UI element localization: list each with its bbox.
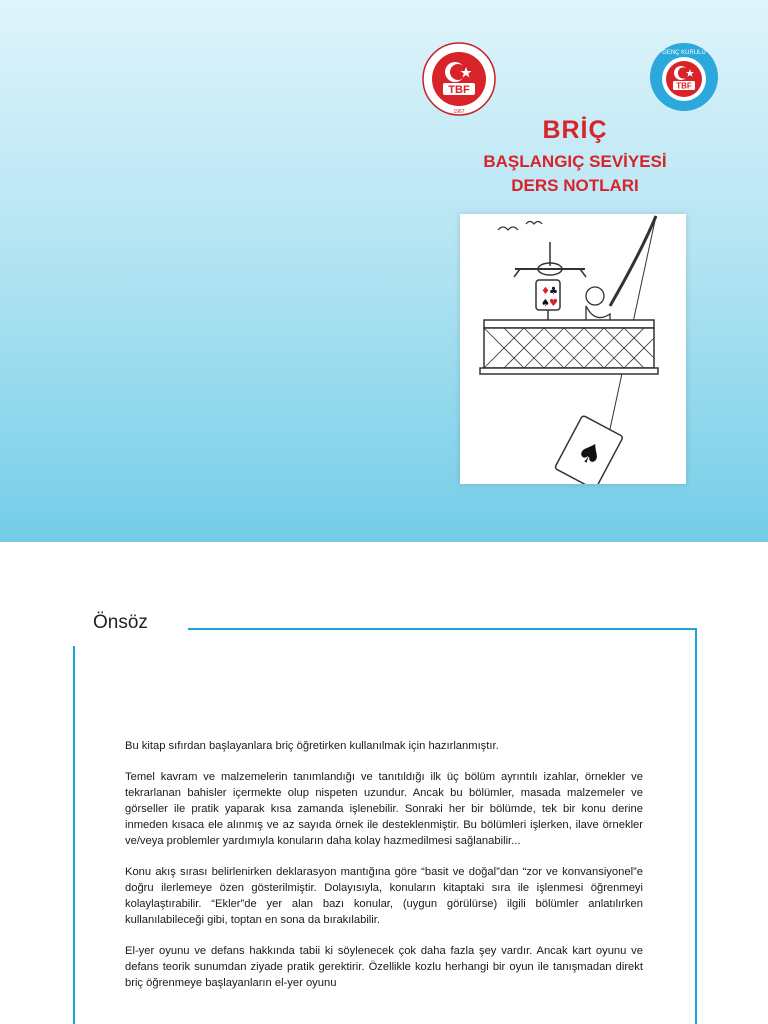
cover-title: BRİÇ — [542, 116, 608, 144]
preface-heading: Önsöz — [93, 612, 148, 633]
svg-text:♠: ♠ — [541, 298, 550, 309]
preface-paragraph-2: Temel kavram ve malzemelerin tanımlandığı ve tanıtıldığı ilk üç bölüm ayrıntılı izahlar, örnekler ve tekrarlanan bahisler içermekte olup nispeten uzundur. Ancak bu bölümler, masada malzemeler ve görseller ile pratik yaparak kısa zamanda işlenebilir. Sonraki her bir bölümde, tek bir konu derine inmeden kısaca ele alınmış ve az sayıda örnek ile desteklenmiştir. Bu bölümleri işlerken, ilave örnekler ve/veya problemler yardımıyla konuların daha kolay hazmedilmesi sağlanabilir... — [125, 771, 643, 847]
cover-subtitle-line1: BAŞLANGIÇ SEVİYESİ — [483, 152, 667, 171]
preface-body — [125, 738, 643, 1006]
fishing-card-cartoon — [460, 214, 686, 484]
svg-text:♥: ♥ — [549, 298, 558, 309]
preface-paragraph-4: El-yer oyunu ve defans hakkında tabii ki söylenecek çok daha fazla şey vardır. Ancak kart oyunu ve defans teorik sunumdan ziyade pratik gerektirir. Özellikle kozlu herhangi bir oyun ile tanışmadan direkt briç öğrenmeye başlayanların el-yer oyunu — [125, 945, 643, 989]
genc-logo-initials: TBF — [676, 81, 692, 91]
tbf-logo-initials: TBF — [448, 84, 470, 96]
frame-left-border — [73, 646, 75, 1024]
preface-paragraph-1: Bu kitap sıfırdan başlayanlara briç öğretirken kullanılmak için hazırlanmıştır. — [125, 740, 499, 752]
cover-subtitle-line2: DERS NOTLARI — [511, 176, 639, 195]
svg-text:♦: ♦ — [541, 286, 550, 297]
preface-paragraph-3: Konu akış sırası belirlenirken deklarasyon mantığına göre “basit ve doğal”dan “zor ve konvansiyonel”e doğru ilerlemeye özen gösterilmiştir. Dolayısıyla, konuların kitaptaki sıra ile işlenmesi öğrenmeyi kolaylaştırabilir. “Ekler”de yer alan bazı konular, (uygun görülürse) ilgili bölümler anlatılırken kullanılabileceği gibi, toptan en sona da bırakılabilir. — [125, 866, 643, 926]
genc-kurulu-logo — [649, 42, 719, 112]
tbf-logo-year: 1967 — [453, 109, 465, 115]
frame-right-border — [695, 628, 697, 1024]
svg-text:♠: ♠ — [571, 433, 609, 475]
svg-text:♣: ♣ — [549, 286, 558, 297]
heading-rule — [188, 628, 697, 630]
genc-logo-ring-text: GENÇ KURULU — [662, 50, 706, 56]
tbf-federation-logo — [422, 42, 496, 116]
